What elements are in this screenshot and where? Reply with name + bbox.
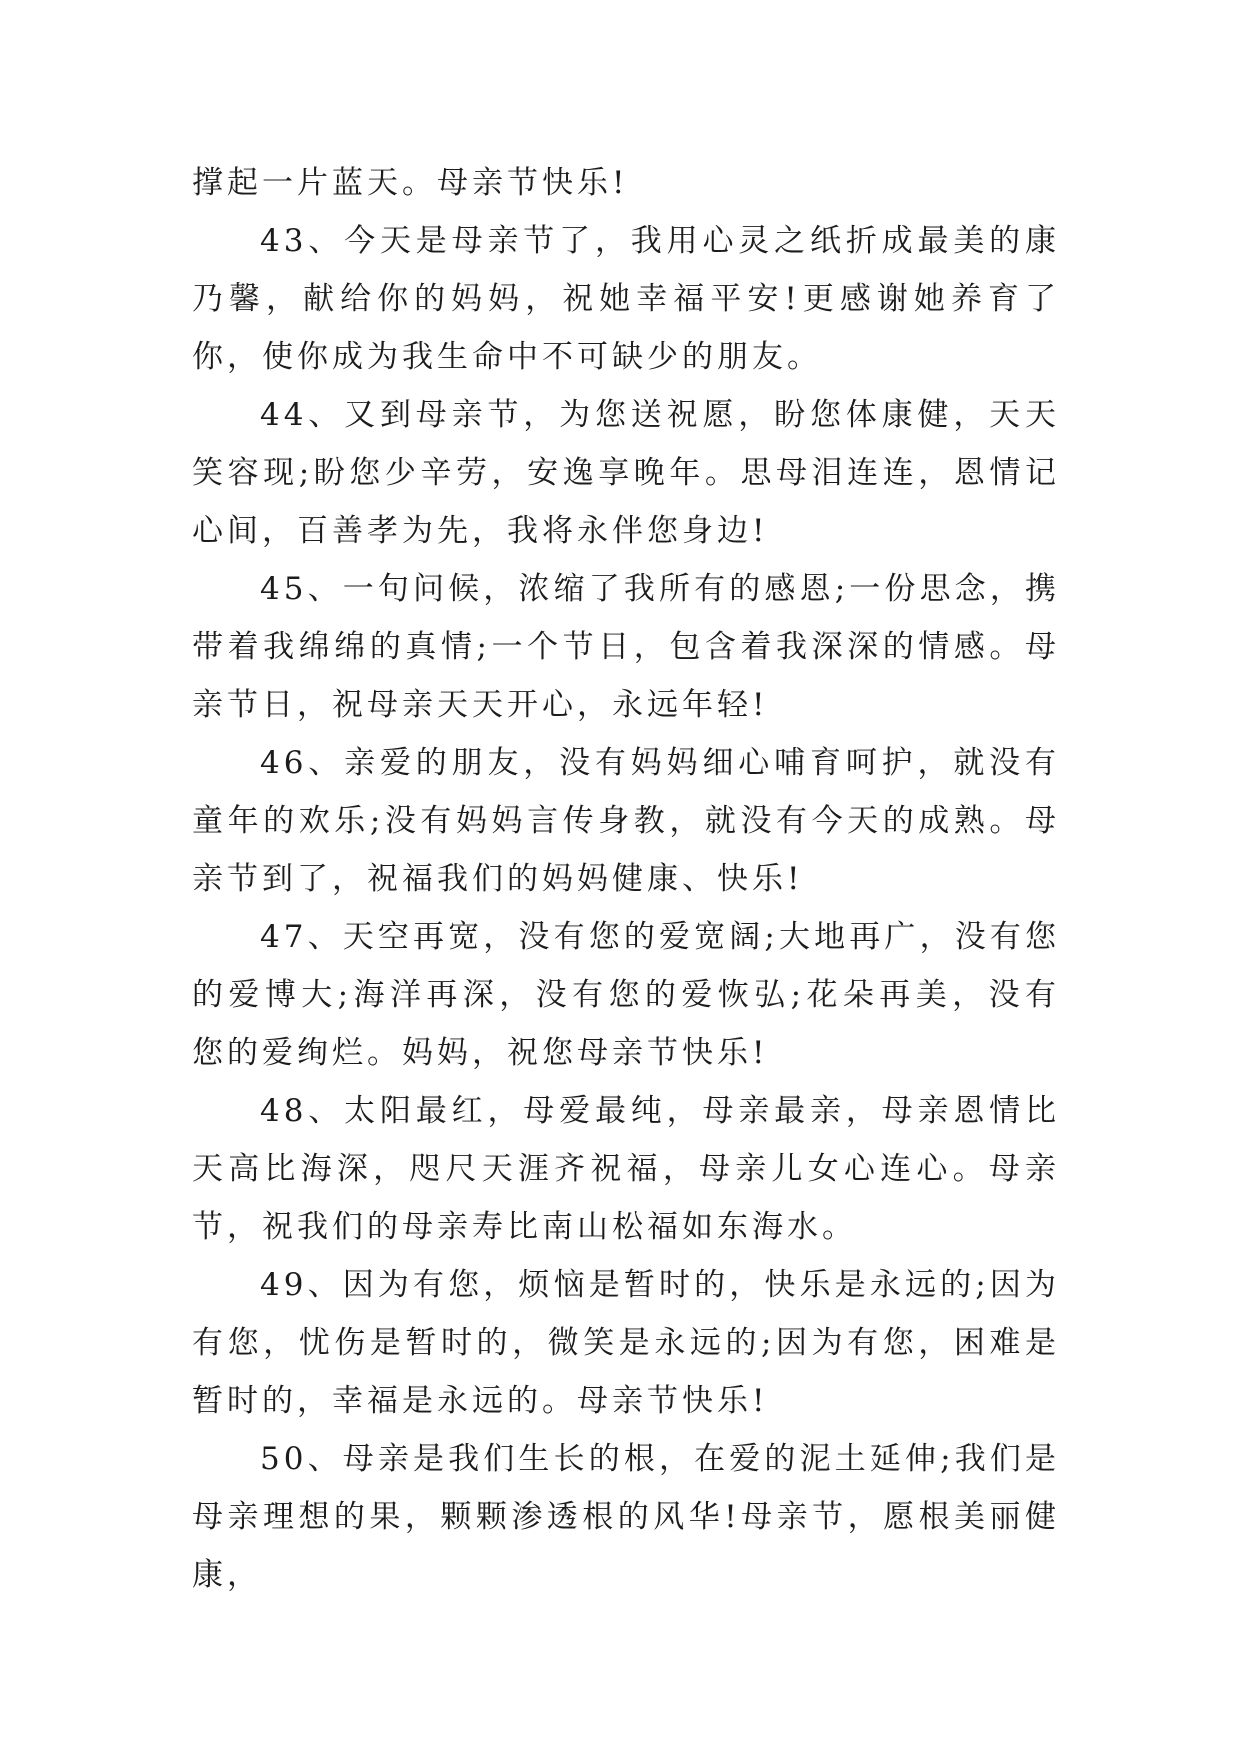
paragraph-45: 45、一句问候，浓缩了我所有的感恩;一份思念，携带着我绵绵的真情;一个节日，包含着我深深的情感。母亲节日，祝母亲天天开心，永远年轻!	[192, 571, 1060, 723]
paragraph-49: 49、因为有您，烦恼是暂时的，快乐是永远的;因为有您，忧伤是暂时的，微笑是永远的;因为有您，困难是暂时的，幸福是永远的。母亲节快乐!	[192, 1267, 1060, 1419]
paragraph-44: 44、又到母亲节，为您送祝愿，盼您体康健，天天笑容现;盼您少辛劳，安逸享晚年。思母泪连连，恩情记心间，百善孝为先，我将永伴您身边!	[192, 397, 1060, 549]
paragraph-43: 43、今天是母亲节了，我用心灵之纸折成最美的康乃馨，献给你的妈妈，祝她幸福平安!更感谢她养育了你，使你成为我生命中不可缺少的朋友。	[192, 223, 1060, 375]
paragraph-50: 50、母亲是我们生长的根，在爱的泥土延伸;我们是母亲理想的果，颗颗渗透根的风华!母亲节，愿根美丽健康，	[192, 1441, 1060, 1593]
paragraph-48: 48、太阳最红，母爱最纯，母亲最亲，母亲恩情比天高比海深，咫尺天涯齐祝福，母亲儿女心连心。母亲节，祝我们的母亲寿比南山松福如东海水。	[192, 1093, 1060, 1245]
paragraph-continuation: 撑起一片蓝天。母亲节快乐!	[192, 165, 629, 201]
paragraph-46: 46、亲爱的朋友，没有妈妈细心哺育呵护，就没有童年的欢乐;没有妈妈言传身教，就没有今天的成熟。母亲节到了，祝福我们的妈妈健康、快乐!	[192, 745, 1060, 897]
document-body	[192, 154, 1060, 1604]
paragraph-47: 47、天空再宽，没有您的爱宽阔;大地再广，没有您的爱博大;海洋再深，没有您的爱恢弘;花朵再美，没有您的爱绚烂。妈妈，祝您母亲节快乐!	[192, 919, 1060, 1071]
